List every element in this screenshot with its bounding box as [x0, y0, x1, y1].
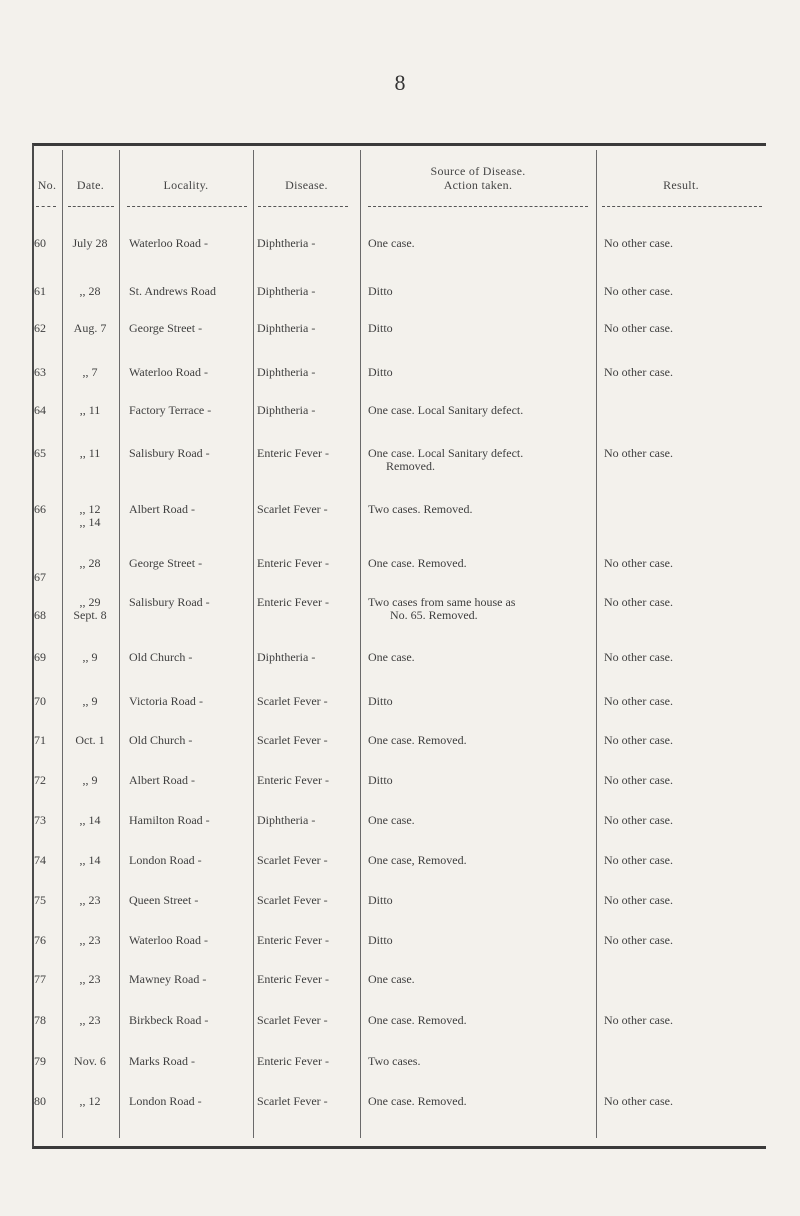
row-disease: Scarlet Fever -: [257, 1094, 357, 1109]
row-source: One case. Removed.: [368, 1094, 467, 1108]
table-row: [0, 236, 800, 276]
table-row: [0, 556, 800, 596]
row-disease: Enteric Fever -: [257, 1054, 357, 1069]
row-no: 71: [34, 733, 46, 747]
row-date: Oct. 1: [75, 733, 105, 747]
row-locality: London Road -: [129, 1094, 251, 1109]
row-no: 73: [34, 813, 46, 827]
row-disease: Enteric Fever -: [257, 773, 357, 788]
row-locality: Waterloo Road -: [129, 236, 251, 251]
row-disease: Diphtheria -: [257, 321, 357, 336]
page-number: 8: [394, 70, 406, 95]
row-locality: Victoria Road -: [129, 694, 251, 709]
table-row: [0, 446, 800, 486]
header-rule: [258, 206, 348, 207]
row-no: 75: [34, 893, 46, 907]
row-date: Nov. 6: [74, 1054, 106, 1068]
row-source: One case.: [368, 972, 415, 986]
row-disease: Diphtheria -: [257, 284, 357, 299]
row-locality: George Street -: [129, 321, 251, 336]
table-row: [0, 773, 800, 813]
row-source-cont: No. 65. Removed.: [390, 608, 478, 622]
row-no: 65: [34, 446, 46, 460]
row-locality: Factory Terrace -: [129, 403, 251, 418]
header-action: Action taken.: [443, 178, 513, 192]
row-disease: Diphtheria -: [257, 813, 357, 828]
row-source: One case.: [368, 813, 415, 827]
row-no: 76: [34, 933, 46, 947]
header-date: Date.: [76, 178, 105, 192]
row-no: 74: [34, 853, 46, 867]
row-source: Ditto: [368, 694, 393, 708]
row-disease: Scarlet Fever -: [257, 502, 357, 517]
table-row: [0, 595, 800, 635]
header-result: Result.: [663, 178, 699, 192]
row-no: 62: [34, 321, 46, 335]
table-row: [0, 321, 800, 361]
row-disease: Diphtheria -: [257, 650, 357, 665]
row-no: 77: [34, 972, 46, 986]
row-source: One case. Removed.: [368, 1013, 467, 1027]
row-result: No other case.: [604, 1013, 673, 1027]
row-source: Ditto: [368, 321, 393, 335]
row-result: No other case.: [604, 284, 673, 298]
row-source: One case. Removed.: [368, 733, 467, 747]
row-result: No other case.: [604, 1094, 673, 1108]
row-date: ,, 9: [82, 694, 98, 708]
header-rule: [602, 206, 762, 207]
row-locality: George Street -: [129, 556, 251, 571]
row-disease: Enteric Fever -: [257, 556, 357, 571]
row-no: 79: [34, 1054, 46, 1068]
table-row: [0, 1013, 800, 1053]
row-disease: Enteric Fever -: [257, 933, 357, 948]
row-result: No other case.: [604, 321, 673, 335]
table-row: [0, 694, 800, 734]
table-row: [0, 972, 800, 1012]
header-no: No.: [37, 178, 57, 192]
row-no: 64: [34, 403, 46, 417]
row-disease: Diphtheria -: [257, 236, 357, 251]
row-date: ,, 11: [79, 403, 101, 417]
row-source: Ditto: [368, 365, 393, 379]
row-locality: Hamilton Road -: [129, 813, 251, 828]
row-date: ,, 29: [79, 595, 101, 609]
row-result: No other case.: [604, 773, 673, 787]
row-date: Aug. 7: [73, 321, 107, 335]
row-result: No other case.: [604, 365, 673, 379]
row-date: ,, 14: [79, 813, 101, 827]
header-rule: [127, 206, 247, 207]
row-locality: London Road -: [129, 853, 251, 868]
row-locality: Albert Road -: [129, 502, 251, 517]
row-locality: Birkbeck Road -: [129, 1013, 251, 1028]
header-rule: [368, 206, 588, 207]
row-disease: Enteric Fever -: [257, 972, 357, 987]
row-locality: Albert Road -: [129, 773, 251, 788]
row-result: No other case.: [604, 933, 673, 947]
table-row: [0, 933, 800, 973]
row-no: 69: [34, 650, 46, 664]
row-source: Two cases. Removed.: [368, 502, 473, 516]
row-disease: Scarlet Fever -: [257, 893, 357, 908]
row-result: No other case.: [604, 236, 673, 250]
row-source: Two cases from same house as: [368, 595, 516, 609]
table-row: [0, 403, 800, 443]
row-source: One case.: [368, 236, 415, 250]
row-locality: Mawney Road -: [129, 972, 251, 987]
row-source: Two cases.: [368, 1054, 421, 1068]
table-row: [0, 502, 800, 542]
table-row: [0, 893, 800, 933]
row-result: No other case.: [604, 893, 673, 907]
row-source-cont: Removed.: [386, 459, 435, 473]
row-result: No other case.: [604, 650, 673, 664]
table-row: [0, 650, 800, 690]
table-row: [0, 813, 800, 853]
row-no: 60: [34, 236, 46, 250]
row-date: ,, 9: [82, 650, 98, 664]
header-locality: Locality.: [163, 178, 209, 192]
table-row: [0, 1054, 800, 1094]
row-locality: Old Church -: [129, 733, 251, 748]
row-no: 61: [34, 284, 46, 298]
header-rule: [68, 206, 114, 207]
table-row: [0, 733, 800, 773]
row-source: Ditto: [368, 773, 393, 787]
row-date: ,, 28: [79, 556, 101, 570]
row-disease: Scarlet Fever -: [257, 733, 357, 748]
table-row: [0, 853, 800, 893]
row-date: ,, 23: [79, 893, 101, 907]
row-date-cont: ,, 14: [79, 515, 101, 529]
row-locality: Waterloo Road -: [129, 365, 251, 380]
row-date: ,, 23: [79, 972, 101, 986]
row-locality: Queen Street -: [129, 893, 251, 908]
header-rule: [36, 206, 56, 207]
row-locality: St. Andrews Road: [129, 284, 216, 298]
table-row: [0, 1094, 800, 1134]
row-date: ,, 23: [79, 933, 101, 947]
row-no: 72: [34, 773, 46, 787]
row-source: One case, Removed.: [368, 853, 467, 867]
row-source: Ditto: [368, 933, 393, 947]
row-no: 63: [34, 365, 46, 379]
row-date-cont: Sept. 8: [73, 608, 107, 622]
row-source: One case. Local Sanitary defect.: [368, 403, 524, 417]
row-result: No other case.: [604, 556, 673, 570]
row-no: 68: [34, 608, 46, 622]
row-source: Ditto: [368, 284, 393, 298]
row-source: One case. Removed.: [368, 556, 467, 570]
row-result: No other case.: [604, 446, 673, 460]
row-date: July 28: [72, 236, 108, 250]
row-disease: Scarlet Fever -: [257, 853, 357, 868]
row-date: ,, 23: [79, 1013, 101, 1027]
row-result: No other case.: [604, 813, 673, 827]
row-disease: Scarlet Fever -: [257, 694, 357, 709]
table-row: [0, 365, 800, 405]
row-result: No other case.: [604, 694, 673, 708]
row-disease: Diphtheria -: [257, 365, 357, 380]
row-date: ,, 7: [82, 365, 98, 379]
row-locality: Waterloo Road -: [129, 933, 251, 948]
row-locality: Old Church -: [129, 650, 251, 665]
row-date: ,, 11: [79, 446, 101, 460]
row-disease: Scarlet Fever -: [257, 1013, 357, 1028]
table-row: [0, 284, 800, 324]
row-result: No other case.: [604, 595, 673, 609]
row-date: ,, 14: [79, 853, 101, 867]
row-no: 67: [34, 570, 46, 584]
row-no: 66: [34, 502, 46, 516]
row-source: One case.: [368, 650, 415, 664]
row-no: 78: [34, 1013, 46, 1027]
row-date: ,, 9: [82, 773, 98, 787]
row-no: 70: [34, 694, 46, 708]
row-locality: Marks Road -: [129, 1054, 251, 1069]
row-no: 80: [34, 1094, 46, 1108]
row-source: Ditto: [368, 893, 393, 907]
row-disease: Enteric Fever -: [257, 595, 357, 610]
row-locality: Salisbury Road -: [129, 446, 251, 461]
row-result: No other case.: [604, 733, 673, 747]
header-disease: Disease.: [285, 178, 328, 192]
row-date: ,, 12: [79, 1094, 101, 1108]
row-date: ,, 28: [79, 284, 101, 298]
row-locality: Salisbury Road -: [129, 595, 251, 610]
row-result: No other case.: [604, 853, 673, 867]
header-source: Source of Disease.: [430, 164, 526, 178]
row-disease: Enteric Fever -: [257, 446, 357, 461]
row-date: ,, 12: [79, 502, 101, 516]
row-disease: Diphtheria -: [257, 403, 357, 418]
row-source: One case. Local Sanitary defect.: [368, 446, 524, 460]
